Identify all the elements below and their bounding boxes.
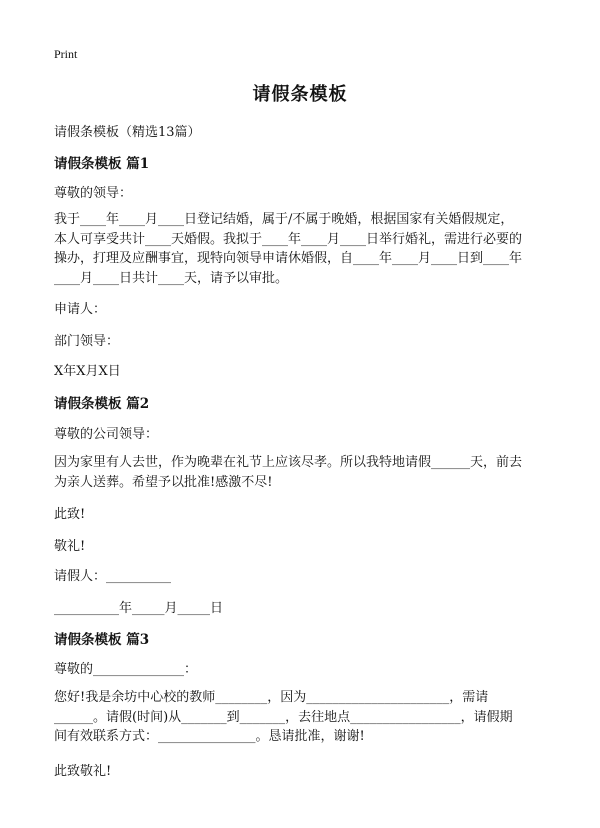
section-2-salutation: 尊敬的公司领导： (54, 427, 159, 442)
section-1-body-line: ____月____日共计____天，请予以审批。 (54, 270, 289, 286)
section-2-requester: 请假人：__________ (54, 569, 172, 584)
section-2-heading: 请假条模板 篇2 (54, 396, 150, 412)
section-2-body (54, 453, 554, 492)
section-1-applicant: 申请人： (54, 302, 107, 317)
section-1-body (54, 210, 554, 288)
section-3-heading: 请假条模板 篇3 (54, 632, 150, 648)
section-3-body-line: ______。请假(时间)从_______到_______，去往地点_________________，请假期 (54, 709, 513, 725)
section-3-closing: 此致敬礼! (54, 764, 112, 779)
section-3-body-line: 您好!我是余坊中心校的教师________，因为______________________，需请 (54, 690, 489, 705)
section-2-body-line: 因为家里有人去世，作为晚辈在礼节上应该尽孝。所以我特地请假______天，前去 (54, 455, 523, 470)
document-subtitle: 请假条模板（精选13篇） (54, 125, 201, 140)
section-2-closing-2: 敬礼! (54, 539, 86, 554)
section-1-body-line: 操办，打理及应酬事宜，现特向领导申请休婚假，自____年____月____日到____年 (54, 251, 523, 266)
section-3-body (54, 688, 554, 747)
section-1-salutation: 尊敬的领导： (54, 186, 133, 201)
section-2-closing-1: 此致! (54, 507, 86, 522)
section-1-body-line: 我于____年____月____日登记结婚，属于/不属于晚婚，根据国家有关婚假规定， (54, 212, 514, 227)
section-3-body-line: 间有效联系方式：_______________。恳请批准，谢谢! (54, 729, 365, 744)
section-1-date: X年X月X日 (54, 364, 121, 379)
page-title: 请假条模板 (252, 84, 348, 105)
section-3-salutation: 尊敬的______________： (54, 662, 198, 677)
section-2-date-line: __________年_____月_____日 (54, 601, 224, 616)
section-1-heading: 请假条模板 篇1 (54, 156, 150, 172)
section-1-body-line: 本人可享受共计____天婚假。我拟于____年____月____日举行婚礼，需进行必要的 (54, 231, 523, 247)
print-link[interactable]: Print (54, 47, 78, 61)
section-1-dept-leader: 部门领导： (54, 334, 120, 349)
section-2-body-line: 为亲人送葬。希望予以批准!感激不尽! (54, 474, 273, 490)
